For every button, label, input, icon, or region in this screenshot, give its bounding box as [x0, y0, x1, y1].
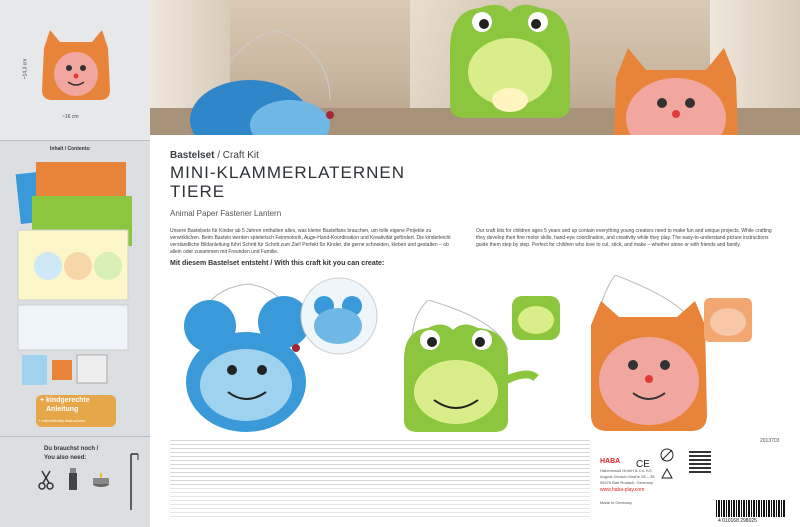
photo-mouse-lantern [190, 30, 360, 135]
recycle-icon [660, 468, 674, 482]
height-label: ~14,3 cm [22, 58, 29, 80]
frog-lantern-mini [508, 288, 564, 343]
need-line1: Du brauchst noch / [44, 446, 99, 452]
create-label: Mit diesem Bastelset entsteht / With this craft kit you can create: [170, 260, 385, 267]
article-number: 2013703 [760, 438, 780, 444]
photo-cat-lantern [606, 48, 746, 135]
cat-lantern [585, 275, 715, 435]
made-in: Made in Germany [600, 500, 632, 505]
glue-stick-icon [68, 468, 78, 490]
barcode-number: 4 010168 298025 [718, 518, 757, 524]
badge-line3: + child-friendly instructions [38, 418, 86, 423]
description-en: Our craft kits for children ages 5 years and up contain everything young creators need to make fun and unique projects. While crafting they develop their fine motor skills, hand-eye coordination, and creativity while they play. The easy-to-understand picture instructions guide them step by step. Perfect for children who love to cut, stick, and make – whether alone or with friends and family. [476, 228, 772, 248]
haba-logo: HABA [600, 458, 621, 465]
svg-text:CE: CE [636, 459, 650, 468]
divider [0, 436, 150, 437]
mouse-lantern-mini [296, 276, 382, 356]
contents-label: Inhalt / Contents: [50, 146, 91, 152]
scissors-icon [38, 470, 54, 490]
barcode [716, 500, 786, 517]
width-label: ~16 cm [62, 114, 79, 120]
tealight-icon [92, 472, 110, 488]
product-title-line2: TIERE [170, 182, 226, 201]
badge-line2: Anleitung [46, 406, 79, 413]
address-line2: August-Grosch-Straße 28 – 38 [600, 474, 655, 479]
website: www.haba-play.com [600, 487, 645, 493]
description-de: Unsere Bastelsets für Kinder ab 5 Jahren enthalten alles, was kleine Bastelfans brauchen, um tolle eigene Projekte zu verwirklichen. Beim Basteln werden spielerisch Feinmotorik, Auge-Hand-Koordination und Kreativität gefördert. Die kinderleicht verständliche Bildanleitung führt Schritt für Schritt zum Ziel! Perfekt für Kinder, die gerne schneiden, kleben und gestalten – ob allein oder zusammen mit Freunden und Familie. [170, 228, 451, 255]
divider [0, 140, 150, 141]
address-line3: 96476 Bad Rodach, Germany [600, 480, 653, 485]
cat-lantern-mini [700, 290, 756, 345]
ce-mark-icon [636, 458, 656, 468]
product-subtitle: Animal Paper Fastener Lantern [170, 209, 282, 218]
age-warning-icon [660, 448, 674, 462]
brand-label: Bastelset / Craft Kit [170, 150, 259, 161]
lantern-stick-icon [128, 452, 140, 512]
need-line2: You also need: [44, 455, 87, 461]
photo-frog-lantern [440, 0, 580, 120]
address-line1: Habermaaß GmbH & Co. KG [600, 468, 652, 473]
cat-lantern-icon [36, 28, 116, 103]
qr-code [689, 451, 711, 473]
product-title-line1: MINI-KLAMMERLATERNEN [170, 163, 406, 182]
info-text-block [170, 488, 590, 518]
contents-illustration [12, 160, 142, 390]
warning-text-block [170, 440, 590, 485]
badge-line1: + kindgerechte [40, 397, 90, 404]
